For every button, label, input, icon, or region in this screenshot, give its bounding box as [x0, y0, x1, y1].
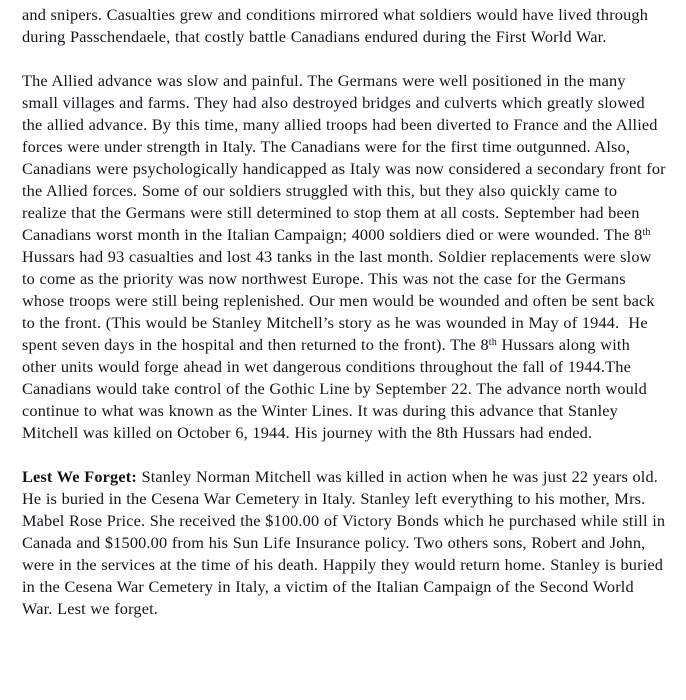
body-text-run: Stanley Norman Mitchell was killed in action when he was just 22 years old. He is buried in the Cesena War Cemetery in Italy. Stanley left everything to his mother, Mrs. Mabel Rose Price. She received the $100.00 of Victory Bonds which he purchased while still in Canada and $1500.00 from his Sun Life Insurance policy. Two others sons, Robert and John, were in the services at the time of his death. Happily they would return home. Stanley is buried in the Cesena War Cemetery in Italy, a victim of the Italian Campaign of the Second World War. Lest we forget. — [22, 467, 670, 618]
ordinal-superscript: th — [488, 336, 497, 348]
paragraph-conditions — [22, 4, 666, 48]
body-text-run: and snipers. Casualties grew and conditions mirrored what soldiers would have lived through during Passchendaele, that costly battle Canadians endured during the First World War. — [22, 5, 653, 46]
paragraph-allied-advance — [22, 70, 671, 444]
paragraph-lest-we-forget — [22, 466, 670, 620]
body-text-run: The Allied advance was slow and painful. The Germans were well positioned in the many small villages and farms. They had also destroyed bridges and culverts which greatly slowed the allied advance. By this time, many allied troops had been diverted to France and the Allied forces were under strength in Italy. The Canadians were for the first time outgunned. Also, Canadians were psychologically handicapped as Italy was now considered a secondary front for the Allied forces. Some of our soldiers struggled with this, but they also quickly came to realize that the Germans were still determined to stop them at all costs. September had been Canadians worst month in the Italian Campaign; 4000 soldiers died or were wounded. The 8 — [22, 71, 671, 244]
ordinal-superscript: th — [642, 226, 651, 238]
body-text-run: Hussars had 93 casualties and lost 43 tanks in the last month. Soldier replacements were slow to come as the priority was now northwest Europe. This was not the case for the Germans whose troops were still being replenished. Our men would be wounded and often be sent back to the front. (This would be Stanley Mitchell’s story as he was wounded in May of 1944. He spent seven days in the hospital and then returned to the front). The 8 — [22, 225, 660, 354]
body-text-run: Hussars along with other units would forge ahead in wet dangerous conditions throughout the fall of 1944.The Canadians would take control of the Gothic Line by September 22. The advance north would continue to what was known as the Winter Lines. It was during this advance that Stanley Mitchell was killed on October 6, 1944. His journey with the 8th Hussars had ended. — [22, 335, 652, 442]
document-body — [22, 4, 671, 620]
bold-lead-in: Lest We Forget: — [22, 467, 137, 486]
